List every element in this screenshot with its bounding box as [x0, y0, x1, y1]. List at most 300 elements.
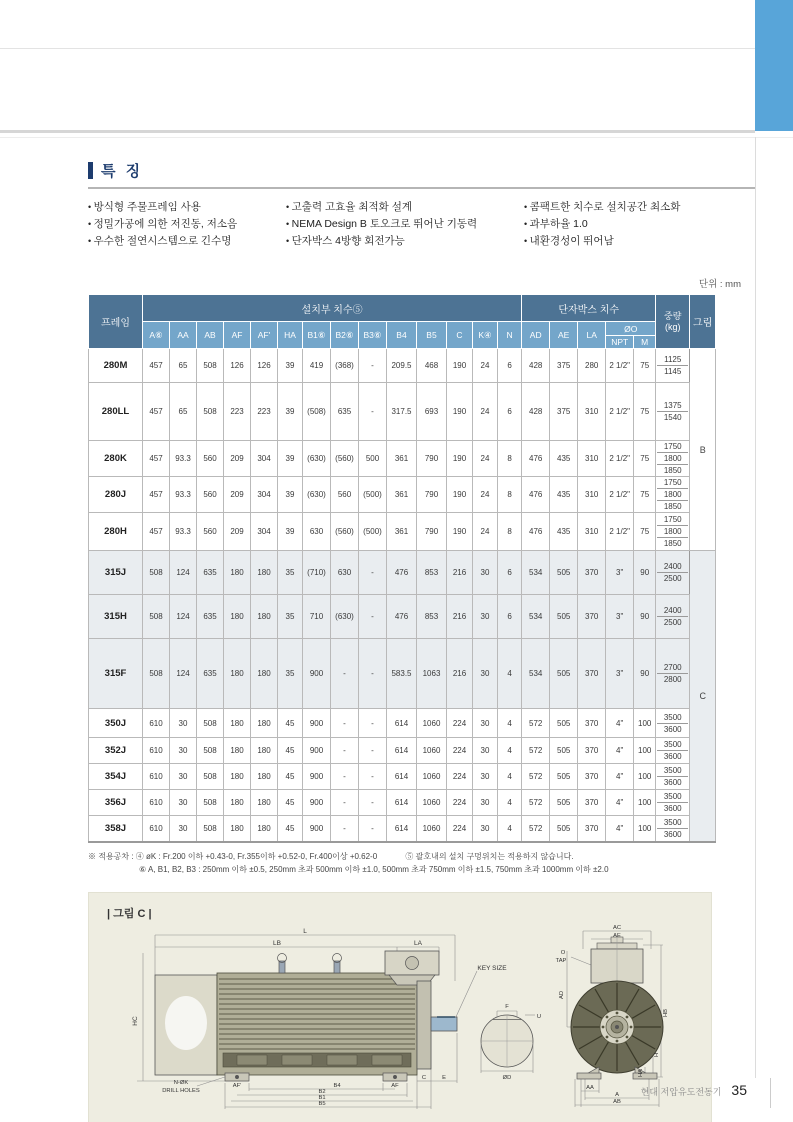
value-cell: 583.5 [387, 639, 417, 709]
value-cell: 39 [278, 477, 303, 513]
col-header-B4: B4 [387, 322, 417, 349]
value-cell: 508 [197, 383, 224, 441]
footnote-line1 [88, 850, 728, 863]
value-cell: 614 [387, 764, 417, 790]
value-cell: 4" [606, 816, 634, 842]
dim-label-h: H [654, 1052, 660, 1057]
footnotes [88, 850, 728, 876]
value-cell: 370 [578, 738, 606, 764]
key-size-label: KEY SIZE [477, 964, 507, 972]
features-list [88, 199, 755, 250]
frame-cell: 315H [89, 595, 143, 639]
value-cell: 476 [387, 595, 417, 639]
weight-value: 3500 [663, 817, 682, 827]
feature-item: • 방식형 주물프레임 사용 [88, 199, 286, 216]
footnote-line2: ⑥ A, B1, B2, B3 : 250mm 이하 ±0.5, 250mm 초과 500mm 이하 ±1.0, 500mm 초과 750mm 이하 ±1.5, 750mm 초과 1000mm 이하 ±2.0 [139, 864, 609, 874]
value-cell: 635 [197, 551, 224, 595]
weight-cell [656, 738, 690, 764]
value-cell: 572 [522, 816, 550, 842]
value-cell: 4 [498, 790, 522, 816]
motor-front-view [556, 925, 669, 1107]
value-cell: - [331, 816, 359, 842]
value-cell: 224 [447, 790, 473, 816]
weight-value: 1750 [663, 478, 682, 487]
value-cell: 534 [522, 639, 550, 709]
value-cell: 457 [143, 513, 170, 551]
value-cell: 39 [278, 441, 303, 477]
value-cell: 505 [550, 639, 578, 709]
value-cell: 180 [251, 709, 278, 738]
value-cell: 35 [278, 639, 303, 709]
value-cell: 30 [170, 816, 197, 842]
table-row-280M [89, 349, 716, 383]
weight-cell [656, 790, 690, 816]
figure-column-header: 그림 [690, 295, 716, 349]
weight-value: 1850 [657, 500, 688, 512]
value-cell: 4 [498, 639, 522, 709]
col-header-B2⑥: B2⑥ [331, 322, 359, 349]
value-cell: 3" [606, 551, 634, 595]
figure-title: | 그림 C | [107, 907, 152, 920]
weight-value: 1800 [657, 525, 688, 537]
eyebolts [278, 953, 342, 973]
weight-cell [656, 349, 690, 383]
unit-label: 단위 : mm [698, 279, 741, 290]
value-cell: 180 [251, 595, 278, 639]
value-cell: 39 [278, 513, 303, 551]
value-cell: 476 [522, 441, 550, 477]
value-cell: 614 [387, 709, 417, 738]
table-row-352J [89, 738, 716, 764]
value-cell: - [359, 790, 387, 816]
value-cell: 572 [522, 709, 550, 738]
weight-value: 1750 [663, 515, 682, 524]
weight-header-line1: 중량 [664, 310, 682, 321]
value-cell: 457 [143, 477, 170, 513]
value-cell: (710) [303, 551, 331, 595]
value-cell: 90 [634, 595, 656, 639]
value-cell: 476 [522, 513, 550, 551]
weight-value: 3500 [663, 712, 682, 722]
frame-cell: 350J [89, 709, 143, 738]
dim-label-o: O [560, 949, 566, 956]
value-cell: 280 [578, 349, 606, 383]
value-cell: 3" [606, 595, 634, 639]
dim-label-b1: B1 [318, 1094, 326, 1101]
features-column-3 [524, 199, 744, 250]
value-cell: 100 [634, 816, 656, 842]
value-cell: 75 [634, 349, 656, 383]
value-cell: 900 [303, 709, 331, 738]
dim-label-ab: AB [613, 1098, 621, 1105]
value-cell: 223 [251, 383, 278, 441]
frame-cell: 315J [89, 551, 143, 595]
dim-label-f: F [505, 1003, 509, 1010]
value-cell: 635 [331, 383, 359, 441]
weight-cell [656, 441, 690, 477]
value-cell: 4" [606, 738, 634, 764]
value-cell: (630) [331, 595, 359, 639]
value-cell: 216 [447, 595, 473, 639]
value-cell: 45 [278, 790, 303, 816]
value-cell: 30 [473, 595, 498, 639]
value-cell: 100 [634, 709, 656, 738]
weight-value: 2500 [657, 616, 688, 628]
frame-column-header: 프레임 [89, 295, 143, 349]
weight-cell [656, 477, 690, 513]
dim-label-ha: HA [638, 1068, 644, 1077]
page-footer [641, 1082, 747, 1098]
value-cell: 370 [578, 816, 606, 842]
features-column-1 [88, 199, 286, 250]
value-cell: 209 [224, 441, 251, 477]
value-cell: 508 [197, 349, 224, 383]
value-cell: 900 [303, 738, 331, 764]
value-cell: - [331, 790, 359, 816]
value-cell: - [359, 551, 387, 595]
drill-holes-label-2: DRILL HOLES [162, 1087, 200, 1094]
value-cell: 505 [550, 738, 578, 764]
dim-label-afp: AF' [232, 1082, 242, 1089]
table-row-354J [89, 764, 716, 790]
col-header-AE: AE [550, 322, 578, 349]
col-header-M: M [634, 336, 656, 349]
value-cell: - [331, 738, 359, 764]
value-cell: 304 [251, 513, 278, 551]
value-cell: 4 [498, 816, 522, 842]
value-cell: - [359, 764, 387, 790]
value-cell: 500 [359, 441, 387, 477]
col-header-K④: K④ [473, 322, 498, 349]
feature-item: • 고출력 고효율 최적화 설계 [286, 199, 524, 216]
weight-value: 1145 [657, 365, 688, 377]
col-header-AA: AA [170, 322, 197, 349]
value-cell: 370 [578, 790, 606, 816]
col-header-AD: AD [522, 322, 550, 349]
frame-cell: 356J [89, 790, 143, 816]
value-cell: - [359, 595, 387, 639]
fan-cover-highlight [165, 996, 207, 1050]
value-cell: 30 [170, 738, 197, 764]
table-row-315H [89, 595, 716, 639]
table-row-350J [89, 709, 716, 738]
value-cell: 126 [251, 349, 278, 383]
value-cell: 8 [498, 477, 522, 513]
weight-value: 1800 [657, 452, 688, 464]
value-cell: 370 [578, 595, 606, 639]
value-cell: 508 [197, 764, 224, 790]
value-cell: 190 [447, 441, 473, 477]
weight-cell [656, 709, 690, 738]
value-cell: 75 [634, 513, 656, 551]
value-cell: 505 [550, 790, 578, 816]
value-cell: - [359, 383, 387, 441]
weight-value: 1850 [657, 464, 688, 476]
value-cell: 508 [143, 639, 170, 709]
value-cell: 180 [251, 738, 278, 764]
value-cell: 224 [447, 709, 473, 738]
value-cell: 457 [143, 349, 170, 383]
value-cell: 610 [143, 709, 170, 738]
value-cell: 75 [634, 477, 656, 513]
value-cell: 190 [447, 349, 473, 383]
value-cell: 209.5 [387, 349, 417, 383]
value-cell: 24 [473, 383, 498, 441]
value-cell: 180 [251, 816, 278, 842]
weight-value: 1375 [663, 401, 682, 410]
value-cell: 900 [303, 639, 331, 709]
value-cell: (500) [359, 513, 387, 551]
value-cell: (630) [303, 477, 331, 513]
value-cell: 100 [634, 738, 656, 764]
weight-value: 1800 [657, 488, 688, 500]
motor-side-view [132, 928, 507, 1109]
value-cell: 1060 [417, 790, 447, 816]
value-cell: 190 [447, 383, 473, 441]
value-cell: 180 [224, 790, 251, 816]
col-header-B1⑥: B1⑥ [303, 322, 331, 349]
value-cell: 435 [550, 441, 578, 477]
value-cell: 1060 [417, 738, 447, 764]
value-cell: 30 [473, 551, 498, 595]
value-cell: - [359, 816, 387, 842]
weight-value: 3500 [663, 766, 682, 775]
end-bell [417, 981, 431, 1069]
value-cell: 180 [224, 816, 251, 842]
value-cell: 4 [498, 764, 522, 790]
col-header-A⑥: A⑥ [143, 322, 170, 349]
col-header-AF': AF' [251, 322, 278, 349]
value-cell: 310 [578, 513, 606, 551]
value-cell: 508 [143, 595, 170, 639]
value-cell: - [359, 738, 387, 764]
col-header-N: N [498, 322, 522, 349]
value-cell: 93.3 [170, 513, 197, 551]
value-cell: 30 [170, 764, 197, 790]
weight-value: 3600 [657, 828, 688, 840]
feature-item: • 과부하율 1.0 [524, 216, 744, 233]
value-cell: 180 [251, 639, 278, 709]
value-cell: 435 [550, 477, 578, 513]
value-cell: 45 [278, 816, 303, 842]
value-cell: 75 [634, 441, 656, 477]
value-cell: 435 [550, 513, 578, 551]
weight-stack [656, 441, 689, 476]
value-cell: 361 [387, 441, 417, 477]
header-divider-thin [0, 137, 793, 138]
weight-value: 2400 [663, 562, 682, 571]
table-row-358J [89, 816, 716, 842]
value-cell: 614 [387, 790, 417, 816]
feature-item: • 단자박스 4방향 회전가능 [286, 233, 524, 250]
value-cell: (500) [359, 477, 387, 513]
dim-label-b2: B2 [318, 1088, 326, 1095]
value-cell: 100 [634, 764, 656, 790]
col-header-HA: HA [278, 322, 303, 349]
value-cell: 790 [417, 441, 447, 477]
value-cell: 2 1/2" [606, 441, 634, 477]
value-cell: 370 [578, 764, 606, 790]
feature-item: • 정밀가공에 의한 저진동, 저소음 [88, 216, 286, 233]
value-cell: 224 [447, 816, 473, 842]
value-cell: 224 [447, 738, 473, 764]
weight-cell [656, 764, 690, 790]
value-cell: 630 [303, 513, 331, 551]
value-cell: 1060 [417, 709, 447, 738]
value-cell: 3" [606, 639, 634, 709]
value-cell: - [359, 349, 387, 383]
value-cell: 572 [522, 738, 550, 764]
weight-column-header [656, 295, 690, 349]
value-cell: 457 [143, 383, 170, 441]
value-cell: 2 1/2" [606, 383, 634, 441]
value-cell: (560) [331, 513, 359, 551]
value-cell: 30 [473, 709, 498, 738]
value-cell: 180 [251, 551, 278, 595]
weight-stack [656, 712, 689, 735]
value-cell: - [331, 639, 359, 709]
weight-stack [656, 605, 689, 628]
value-cell: - [331, 764, 359, 790]
value-cell: 610 [143, 738, 170, 764]
dim-label-af: AF [391, 1082, 399, 1089]
frame-cell: 358J [89, 816, 143, 842]
value-cell: 180 [224, 551, 251, 595]
value-cell: 124 [170, 595, 197, 639]
page-number: 35 [731, 1082, 747, 1098]
value-cell: 209 [224, 513, 251, 551]
weight-value: 3600 [657, 723, 688, 735]
value-cell: 505 [550, 816, 578, 842]
value-cell: 361 [387, 477, 417, 513]
value-cell: 24 [473, 441, 498, 477]
value-cell: 90 [634, 551, 656, 595]
figure-group-cell: B [690, 349, 716, 551]
value-cell: 30 [170, 709, 197, 738]
value-cell: 560 [331, 477, 359, 513]
weight-stack [656, 791, 689, 814]
value-cell: 1063 [417, 639, 447, 709]
weight-header-line2: (kg) [664, 321, 681, 332]
value-cell: 224 [447, 764, 473, 790]
feature-item: • NEMA Design B 토오크로 뛰어난 기동력 [286, 216, 524, 233]
frame-cell: 352J [89, 738, 143, 764]
value-cell: 560 [197, 477, 224, 513]
value-cell: 223 [224, 383, 251, 441]
dim-label-ac: AC [612, 924, 622, 931]
value-cell: 8 [498, 441, 522, 477]
value-cell: 428 [522, 349, 550, 383]
value-cell: 635 [197, 595, 224, 639]
value-cell: 6 [498, 383, 522, 441]
feature-item: • 우수한 절연시스템으로 긴수명 [88, 233, 286, 250]
value-cell: 180 [251, 790, 278, 816]
features-title-row [88, 160, 755, 189]
dim-label-e: E [442, 1074, 446, 1081]
value-cell: 39 [278, 349, 303, 383]
value-cell: 630 [331, 551, 359, 595]
weight-stack [656, 561, 689, 584]
value-cell: (630) [303, 441, 331, 477]
value-cell: 1060 [417, 816, 447, 842]
value-cell: 180 [224, 709, 251, 738]
dim-label-lb: LB [273, 939, 281, 947]
value-cell: 505 [550, 764, 578, 790]
dim-label-tap: TAP [555, 957, 567, 964]
value-cell: 180 [224, 738, 251, 764]
value-cell: 900 [303, 790, 331, 816]
value-cell: (560) [331, 441, 359, 477]
value-cell: 45 [278, 738, 303, 764]
dimension-spec-table [88, 294, 716, 843]
value-cell: 6 [498, 551, 522, 595]
value-cell: 124 [170, 639, 197, 709]
value-cell: 361 [387, 513, 417, 551]
value-cell: 8 [498, 513, 522, 551]
value-cell: - [359, 639, 387, 709]
figure-group-cell: C [690, 551, 716, 842]
value-cell: 180 [224, 639, 251, 709]
value-cell: 508 [197, 816, 224, 842]
value-cell: - [331, 709, 359, 738]
col-header-oo: ØO [606, 322, 656, 336]
shaft [431, 1017, 457, 1031]
value-cell: 304 [251, 441, 278, 477]
value-cell: (508) [303, 383, 331, 441]
footer-doc-title: 현대 저압유도전동기 [640, 1087, 722, 1097]
weight-stack [656, 817, 689, 840]
value-cell: 375 [550, 349, 578, 383]
value-cell: 1060 [417, 764, 447, 790]
value-cell: 375 [550, 383, 578, 441]
value-cell: 853 [417, 595, 447, 639]
value-cell: 180 [224, 595, 251, 639]
dim-label-od: ØD [502, 1074, 512, 1081]
col-header-B3⑥: B3⑥ [359, 322, 387, 349]
value-cell: 370 [578, 551, 606, 595]
value-cell: 476 [522, 477, 550, 513]
value-cell: 610 [143, 764, 170, 790]
value-cell: 635 [197, 639, 224, 709]
dim-label-hb: HB [663, 1008, 669, 1017]
value-cell: 30 [473, 738, 498, 764]
value-cell: 614 [387, 738, 417, 764]
value-cell: 428 [522, 383, 550, 441]
value-cell: 24 [473, 477, 498, 513]
value-cell: 310 [578, 477, 606, 513]
value-cell: 468 [417, 349, 447, 383]
value-cell: 304 [251, 477, 278, 513]
value-cell: 310 [578, 441, 606, 477]
frame-cell: 280K [89, 441, 143, 477]
weight-stack [656, 765, 689, 788]
value-cell: 30 [170, 790, 197, 816]
title-accent-bar [88, 162, 93, 179]
weight-value: 2400 [663, 606, 682, 615]
value-cell: 6 [498, 349, 522, 383]
features-column-2 [286, 199, 524, 250]
value-cell: 693 [417, 383, 447, 441]
value-cell: 419 [303, 349, 331, 383]
value-cell: - [359, 709, 387, 738]
value-cell: 124 [170, 551, 197, 595]
value-cell: 24 [473, 513, 498, 551]
feature-item: • 내환경성이 뛰어남 [524, 233, 744, 250]
value-cell: 126 [224, 349, 251, 383]
dim-label-la: LA [414, 939, 422, 947]
frame-cell: 280J [89, 477, 143, 513]
value-cell: 614 [387, 816, 417, 842]
